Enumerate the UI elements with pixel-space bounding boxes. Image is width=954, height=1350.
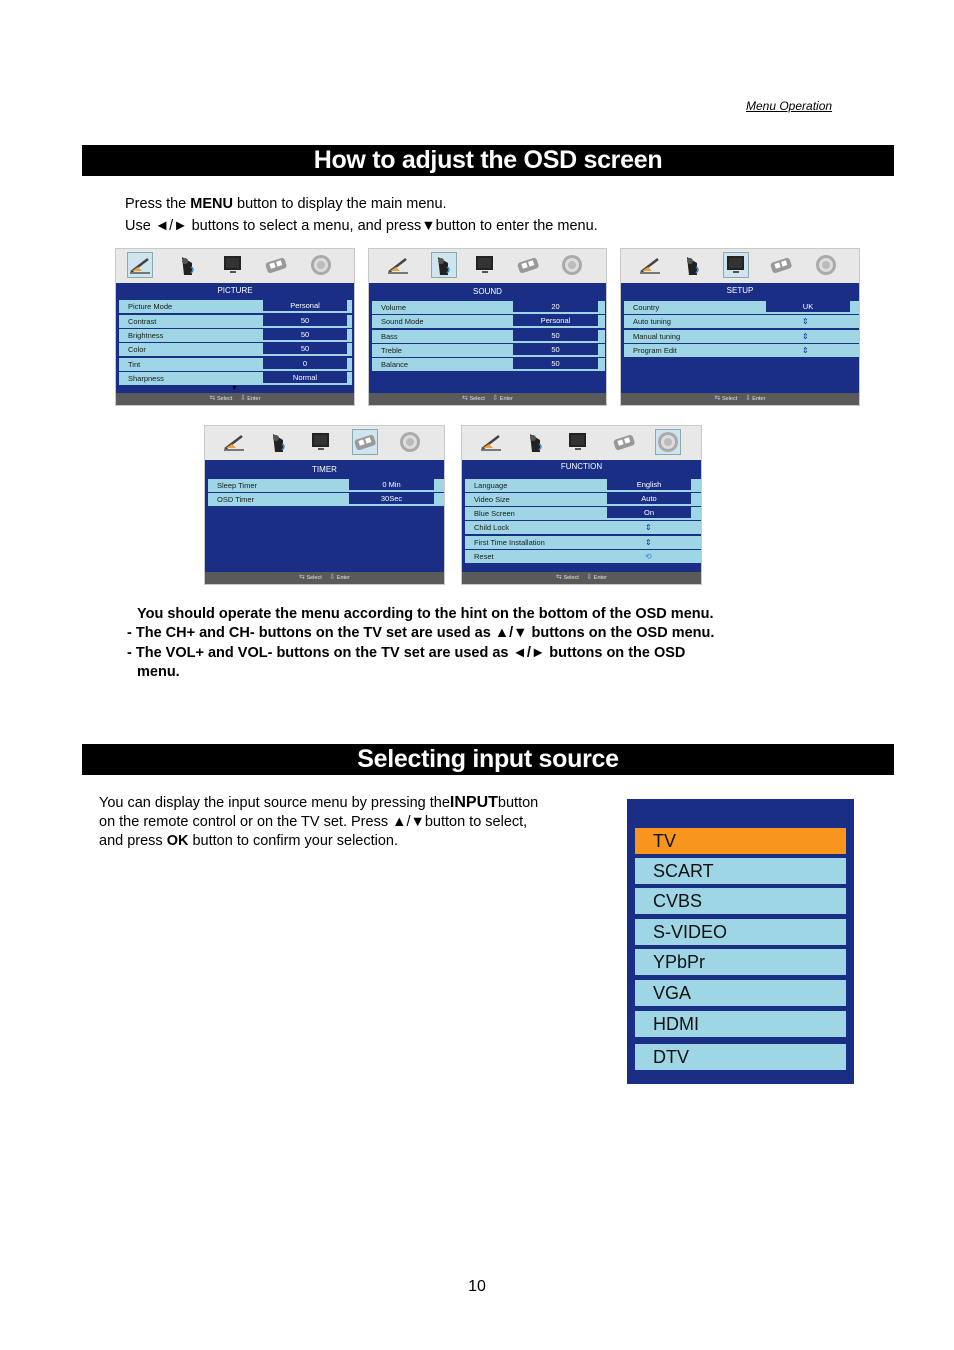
hint-line-1: You should operate the menu according to the hint on the bottom of the OSD menu.	[137, 606, 714, 622]
row-value: 50	[513, 344, 598, 355]
menu-row[interactable]	[372, 344, 605, 357]
row-label: Balance	[381, 360, 409, 369]
menu-row[interactable]	[119, 300, 352, 313]
row-label: Language	[474, 481, 508, 490]
row-label: Brightness	[128, 331, 164, 340]
left-right-arrow-icon: ⇆	[556, 574, 562, 581]
source-item-ypbpr[interactable]: YPbPr	[635, 949, 846, 975]
setup-icon[interactable]	[473, 253, 497, 277]
section-link[interactable]: Menu Operation	[746, 99, 833, 113]
timer-icon[interactable]	[612, 430, 636, 454]
menu-row[interactable]	[624, 344, 860, 357]
osd-footer	[369, 393, 606, 405]
osd-section-title: How to adjust the OSD screen	[82, 145, 894, 176]
intro-text-c: button to display the main menu.	[232, 196, 447, 212]
row-label: Reset	[474, 552, 494, 561]
setup-icon[interactable]	[566, 430, 590, 454]
row-label: Sound Mode	[381, 317, 424, 326]
reset-icon[interactable]: ⟲	[645, 552, 652, 561]
row-value: 50	[263, 343, 347, 354]
input-intro-line1	[99, 793, 538, 814]
menu-row[interactable]	[465, 507, 701, 520]
row-label: Video Size	[474, 495, 510, 504]
menu-keyword: MENU	[190, 196, 233, 212]
menu-row[interactable]	[372, 330, 605, 343]
row-label: Picture Mode	[128, 302, 173, 311]
sound-icon[interactable]	[681, 253, 705, 277]
osd-icon-bar	[116, 249, 354, 283]
menu-row[interactable]	[465, 521, 701, 534]
enter-submenu-icon[interactable]: ⇕	[645, 523, 652, 532]
row-label: First Time Installation	[474, 538, 545, 547]
osd-picture-menu	[115, 248, 355, 406]
footer-select: Select	[563, 575, 579, 581]
row-label: Sleep Timer	[217, 481, 258, 490]
menu-row[interactable]	[465, 536, 701, 549]
menu-row[interactable]	[372, 358, 605, 371]
row-value: 50	[263, 329, 347, 340]
row-value: Auto	[607, 493, 691, 504]
function-icon[interactable]	[814, 253, 838, 277]
osd-intro-line1	[125, 194, 447, 215]
menu-row[interactable]	[624, 315, 860, 328]
page-number: 10	[468, 1278, 486, 1295]
sound-icon[interactable]	[524, 430, 548, 454]
row-label: Auto tuning	[633, 317, 671, 326]
row-label: Sharpness	[128, 374, 164, 383]
footer-enter: Enter	[499, 396, 513, 402]
enter-submenu-icon[interactable]: ⇕	[802, 317, 809, 326]
enter-arrow-icon: ⇩	[239, 395, 246, 402]
ok-keyword: OK	[166, 833, 189, 849]
row-label: Child Lock	[474, 523, 510, 532]
osd-footer	[116, 393, 354, 405]
row-value: 50	[513, 330, 598, 341]
enter-arrow-icon: ⇩	[329, 574, 336, 581]
hint-line-2: - The CH+ and CH- buttons on the TV set are used as ▲/▼ buttons on the OSD menu.	[127, 625, 715, 641]
row-label: Manual tuning	[633, 332, 681, 341]
input-source-menu	[627, 799, 854, 1084]
footer-select: Select	[721, 396, 738, 402]
function-icon[interactable]	[398, 430, 422, 454]
menu-row[interactable]	[465, 550, 701, 563]
left-right-arrow-icon: ⇆	[714, 395, 721, 402]
footer-enter: Enter	[593, 575, 607, 581]
enter-submenu-icon[interactable]: ⇕	[645, 538, 652, 547]
menu-row[interactable]	[624, 301, 860, 314]
row-label: Blue Screen	[474, 509, 515, 518]
footer-enter: Enter	[247, 396, 261, 402]
menu-title: FUNCTION	[560, 462, 603, 471]
sound-icon[interactable]	[432, 253, 456, 277]
setup-icon[interactable]	[724, 253, 748, 277]
osd-intro-line2: Use ◄/► buttons to select a menu, and press▼button to enter the menu.	[125, 218, 598, 234]
setup-icon[interactable]	[221, 253, 245, 277]
enter-submenu-icon[interactable]: ⇕	[802, 332, 809, 341]
osd-footer	[462, 572, 701, 584]
input-text-a: You can display the input source menu by pressing the	[99, 795, 450, 811]
row-value: English	[607, 479, 691, 490]
source-item-s-video[interactable]: S-VIDEO	[635, 919, 846, 945]
osd-footer	[621, 393, 859, 405]
osd-setup-menu	[620, 248, 860, 406]
menu-title: TIMER	[312, 465, 337, 474]
row-value: 0 Min	[349, 479, 434, 490]
picture-icon[interactable]	[128, 253, 152, 277]
hint-line-3: - The VOL+ and VOL- buttons on the TV set are used as ◄/► buttons on the OSD	[127, 645, 686, 661]
footer-select: Select	[306, 575, 322, 581]
input-intro-line2: on the remote control or on the TV set. Press ▲/▼button to select,	[99, 814, 528, 830]
menu-row[interactable]	[119, 343, 352, 356]
setup-icon[interactable]	[309, 430, 333, 454]
menu-row[interactable]	[624, 330, 860, 343]
row-label: Color	[128, 345, 146, 354]
osd-icon-bar	[621, 249, 859, 283]
menu-row[interactable]	[119, 329, 352, 342]
osd-timer-menu	[204, 425, 445, 585]
footer-select: Select	[216, 396, 233, 402]
source-item-hdmi[interactable]: HDMI	[635, 1011, 846, 1037]
enter-arrow-icon: ⇩	[492, 395, 499, 402]
menu-title: PICTURE	[217, 286, 253, 295]
row-value: Normal	[263, 372, 347, 383]
row-label: OSD Timer	[217, 495, 255, 504]
row-label: Country	[633, 303, 660, 312]
scroll-down-icon[interactable]: ▼	[231, 385, 238, 392]
menu-row[interactable]	[119, 358, 352, 371]
input-source-section-title: Selecting input source	[82, 744, 894, 775]
timer-icon[interactable]	[516, 253, 540, 277]
source-item-dtv[interactable]: DTV	[635, 1044, 846, 1070]
row-value: 50	[513, 358, 598, 369]
input-intro-line3	[99, 832, 398, 852]
left-right-arrow-icon: ⇆	[209, 395, 216, 402]
row-label: Contrast	[128, 317, 157, 326]
menu-row[interactable]	[208, 479, 444, 492]
row-value: 50	[263, 315, 347, 326]
row-value: UK	[766, 301, 850, 312]
row-label: Program Edit	[633, 346, 677, 355]
row-label: Bass	[381, 332, 398, 341]
function-icon[interactable]	[656, 430, 680, 454]
row-value: Personal	[263, 300, 347, 311]
intro-text-a: Press the	[125, 196, 191, 212]
left-right-arrow-icon: ⇆	[462, 395, 468, 402]
menu-row[interactable]	[119, 372, 352, 385]
menu-row[interactable]	[372, 301, 605, 314]
timer-icon[interactable]	[264, 253, 288, 277]
source-item-tv[interactable]: TV	[635, 828, 846, 854]
sound-icon[interactable]	[176, 253, 200, 277]
row-label: Tint	[128, 360, 141, 369]
source-item-vga[interactable]: VGA	[635, 980, 846, 1006]
input-text-e: button to confirm your selection.	[188, 833, 399, 849]
osd-icon-bar	[369, 249, 606, 283]
osd-sound-menu	[368, 248, 607, 406]
input-text-c: button	[497, 795, 539, 811]
footer-select: Select	[469, 396, 485, 402]
row-value: On	[607, 507, 691, 518]
left-right-arrow-icon: ⇆	[299, 574, 305, 581]
menu-title: SETUP	[726, 286, 754, 295]
menu-row[interactable]	[465, 479, 701, 492]
input-text-d: and press	[99, 833, 167, 849]
hint-line-4: menu.	[137, 664, 180, 680]
input-keyword: INPUT	[449, 794, 498, 811]
picture-icon[interactable]	[638, 253, 662, 277]
menu-title: SOUND	[473, 287, 502, 296]
enter-submenu-icon[interactable]: ⇕	[802, 346, 809, 355]
row-label: Treble	[381, 346, 402, 355]
row-value: 0	[263, 358, 347, 369]
osd-footer	[205, 572, 444, 584]
picture-icon[interactable]	[222, 430, 246, 454]
osd-function-menu	[461, 425, 702, 585]
row-value: 30Sec	[349, 493, 434, 504]
sound-icon[interactable]	[267, 430, 291, 454]
footer-enter: Enter	[336, 575, 350, 581]
source-item-cvbs[interactable]: CVBS	[635, 888, 846, 914]
row-label: Volume	[381, 303, 407, 312]
menu-row[interactable]	[465, 493, 701, 506]
enter-arrow-icon: ⇩	[586, 574, 593, 581]
menu-row[interactable]	[208, 493, 444, 506]
osd-icon-bar	[205, 426, 444, 460]
timer-icon[interactable]	[353, 430, 377, 454]
function-icon[interactable]	[309, 253, 333, 277]
footer-enter: Enter	[752, 396, 766, 402]
timer-icon[interactable]	[769, 253, 793, 277]
menu-row[interactable]	[372, 315, 605, 328]
row-value: 20	[513, 301, 598, 312]
picture-icon[interactable]	[479, 430, 503, 454]
row-value: Personal	[513, 315, 598, 326]
picture-icon[interactable]	[386, 253, 410, 277]
function-icon[interactable]	[560, 253, 584, 277]
enter-arrow-icon: ⇩	[744, 395, 751, 402]
menu-row[interactable]	[119, 315, 352, 328]
osd-icon-bar	[462, 426, 701, 460]
source-item-scart[interactable]: SCART	[635, 858, 846, 884]
